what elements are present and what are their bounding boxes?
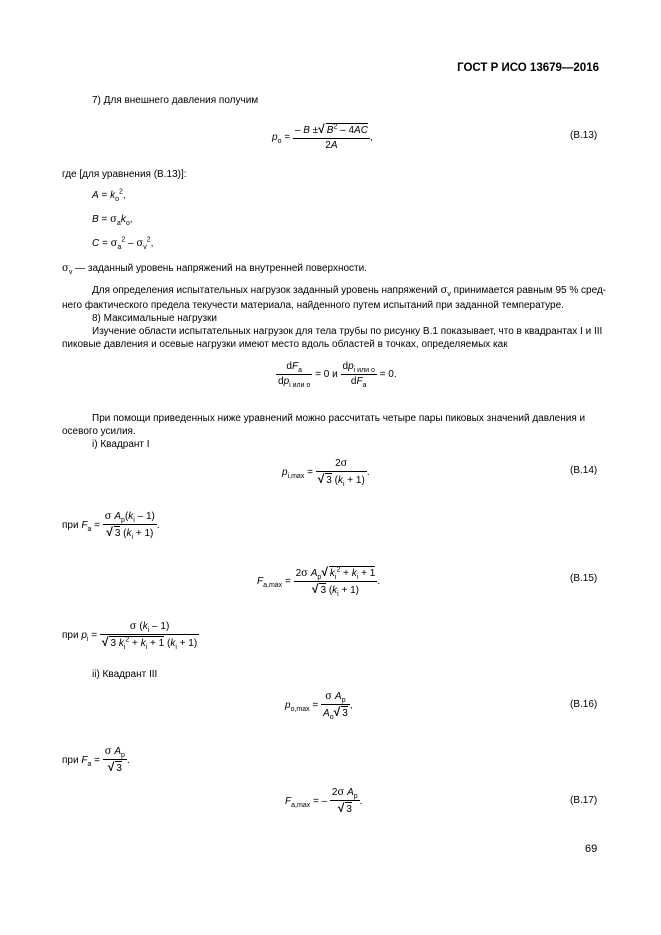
sigma-v-definition: $\sigma_v$ — заданный уровень напряжений на внутренней поверхности. [62,263,367,276]
paragraph-quadrants-line2: пиковые давления и осевые нагрузки имеют место вдоль областей в точках, определяемых как [62,339,508,350]
paragraph-peak-values-line1: При помощи приведенных ниже уравнений можно рассчитать четыре пары пиковых значений давления и [92,413,586,424]
paragraph-external-pressure: 7) Для внешнего давления получим [92,95,259,106]
equation-number-b14: (В.14) [570,465,598,476]
heading-quadrant-3: ii) Квадрант III [92,669,158,680]
definition-c: $C = \sigma_a^2 - \sigma_v^2$, [92,236,154,251]
equation-number-b17: (В.17) [570,795,598,806]
pri-word-3: при [62,755,79,767]
paragraph-quadrants-line1: Изучение области испытательных нагрузок для тела трубы по рисунку В.1 показывает, что в квадрантах I и III [92,326,603,337]
condition-pi-quadrant-1: при $p_i$ = $\frac{\sigma (k_i - 1)}{√ 3 k_i^2 + k_i + 1 (k_i + 1)}$ [62,621,198,651]
condition-fa-quadrant-3: при $F_a$ = $\frac{\sigma A_p}{√ 3}$ . [62,746,130,774]
heading-max-loads: 8) Максимальные нагрузки [92,313,218,324]
equation-number-b13: (В.13) [570,130,598,141]
definition-b: $B = \sigma_ak_o$, [92,214,133,227]
heading-quadrant-1: i) Квадрант I [92,439,150,450]
definition-a: $A = k_o^2$, [92,188,126,203]
equation-b14: $p_{i,max}$ = $\frac{2\sigma}{√ 3 (k_i + 1)}$ . [282,458,370,488]
test-loads-text-b: принимается равным 95 % сред- [453,285,607,296]
and-word: и [332,369,338,381]
pri-word-2: при [62,630,79,642]
pri-word-1: при [62,520,79,532]
equation-b15: $F_{a,max}$ = $\frac{2\sigma A_p√ k_i^2 + k_i + 1}{√ 3 (k_i + 1)}$ . [257,565,381,598]
test-loads-text-a: Для определения испытательных нагрузок заданный уровень напряжений [92,285,438,296]
paragraph-test-loads-line2: него фактического предела текучести материала, найденного путем испытаний при заданной температуре. [62,300,564,311]
page-number: 69 [585,843,598,855]
condition-fa-quadrant-1: при $F_a$ = $\frac{\sigma A_p(k_i - 1)}{√ 3 (k_i + 1)}$ . [62,511,160,541]
equation-b17: $F_{a,max}$ = – $\frac{2\sigma A_p}{√ 3}$ . [285,787,363,815]
where-clause: где [для уравнения (В.13)]: [62,169,187,180]
sigma-v-description: — заданный уровень напряжений на внутренней поверхности. [75,263,367,274]
equation-b16: $p_{o,max}$ = $\frac{\sigma A_p}{A_o√ 3}$ , [285,691,353,721]
ili-o-label-2: или о [357,367,375,374]
equation-b13: $p_o$ = $\frac{- B \pm√ B^2 - 4AC}{2A}$ , [272,122,373,151]
paragraph-peak-values-line2: осевого усилия. [62,426,136,437]
equation-number-b15: (В.15) [570,573,598,584]
equation-number-b16: (В.16) [570,699,598,710]
paragraph-test-loads-line1: Для определения испытательных нагрузок заданный уровень напряжений $\sigma_v$ принимается равным 95 % сред- [92,285,607,298]
ili-o-label-1: или о [292,382,311,389]
document-header: ГОСТ Р ИСО 13679—2016 [457,62,599,74]
equation-derivatives: $\frac{dF_a}{dp_{i или о}}$ = 0 и $\frac{dp_{i или о}}{dF_a}$ = 0. [278,361,397,389]
